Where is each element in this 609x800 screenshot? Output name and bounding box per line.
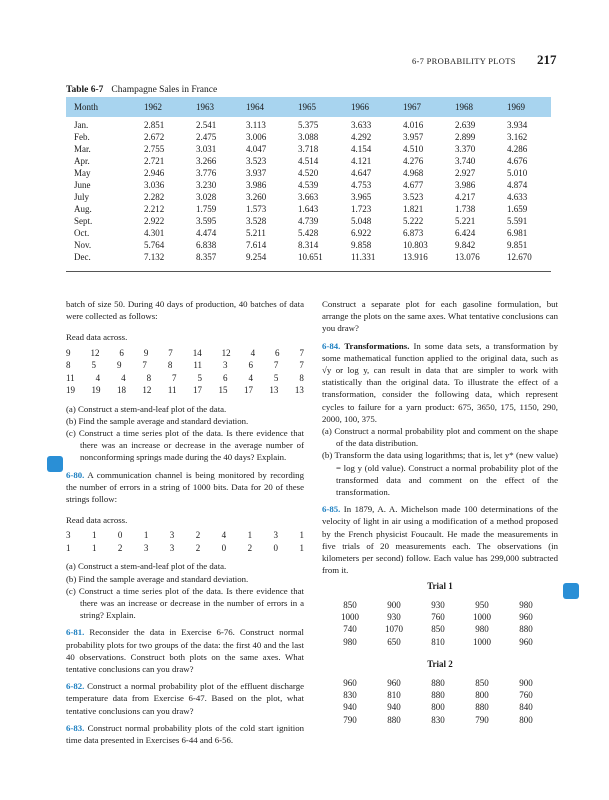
velocity-value: 930 <box>431 599 445 610</box>
column-header: 1965 <box>298 102 316 112</box>
data-value: 6 <box>248 360 253 371</box>
data-value: 6 <box>222 372 228 383</box>
sales-cell: 3.776 <box>196 168 217 178</box>
sales-cell: 2.541 <box>196 120 217 130</box>
data-value: 19 <box>66 385 75 396</box>
data-value: 1 <box>299 542 304 553</box>
read-across-note: Read data across. <box>66 332 128 343</box>
month-cell: Aug. <box>74 204 92 214</box>
sales-cell: 10.651 <box>298 252 323 262</box>
sales-cell: 3.230 <box>196 180 217 190</box>
sales-cell: 4.753 <box>351 180 372 190</box>
sales-cell: 3.266 <box>196 156 217 166</box>
exercise-part: (c) Construct a time series plot of the data. Is there evidence that there was an increase or decrease in the number of errors in a string? Explain. <box>66 585 304 621</box>
column-header: 1968 <box>455 102 473 112</box>
sales-cell: 3.523 <box>246 156 267 166</box>
sales-cell: 3.957 <box>403 132 424 142</box>
data-value: 12 <box>142 385 152 396</box>
data-value: 2 <box>195 530 201 541</box>
data-value: 7 <box>168 347 173 358</box>
sales-cell: 10.803 <box>403 240 428 250</box>
sales-cell: 4.514 <box>298 156 319 166</box>
sales-cell: 3.028 <box>196 192 217 202</box>
data-value: 5 <box>197 372 203 383</box>
sales-cell: 5.221 <box>455 216 476 226</box>
table-row <box>66 120 551 132</box>
sales-cell: 4.739 <box>298 216 319 226</box>
sales-cell: 3.965 <box>351 192 372 202</box>
sales-cell: 2.922 <box>144 216 165 226</box>
data-value: 4 <box>221 530 227 541</box>
exercise-part: (b) Find the sample average and standard deviation. <box>66 415 249 426</box>
data-value: 12 <box>221 347 231 358</box>
sales-cell: 4.677 <box>403 180 424 190</box>
velocity-value: 850 <box>431 624 445 635</box>
sales-cell: 4.520 <box>298 168 319 178</box>
page-number: 217 <box>537 52 557 67</box>
continued-text: Construct a separate plot for each gasoline formulation, but arrange the plots on the same axes. What tentative conclusions can you draw? <box>322 299 558 334</box>
velocity-value: 800 <box>475 689 489 700</box>
exercise-84-parts <box>322 425 558 498</box>
sales-cell: 3.006 <box>246 132 267 142</box>
data-value: 19 <box>91 385 101 396</box>
sales-cell: 2.282 <box>144 192 165 202</box>
column-header: 1964 <box>246 102 264 112</box>
data-value: 7 <box>299 347 304 358</box>
exercise-6-80 <box>66 469 304 506</box>
data-value: 3 <box>273 530 278 541</box>
sales-cell: 3.986 <box>246 180 267 190</box>
velocity-value: 1000 <box>341 612 359 623</box>
column-header: 1967 <box>403 102 421 112</box>
sales-cell: 2.927 <box>455 168 476 178</box>
velocity-value: 940 <box>343 702 357 713</box>
velocity-value: 960 <box>519 612 533 623</box>
data-value: 1 <box>91 542 97 553</box>
sales-cell: 4.633 <box>507 192 528 202</box>
sales-cell: 1.659 <box>507 204 528 214</box>
data-value: 2 <box>247 542 253 553</box>
month-cell: July <box>74 192 90 202</box>
exercise-number: 6-81. <box>66 627 85 638</box>
data-value: 1 <box>66 542 71 553</box>
exercise-6-83 <box>66 722 304 746</box>
sales-cell: 2.475 <box>196 132 217 142</box>
sales-cell: 1.723 <box>351 204 372 214</box>
sales-cell: 5.764 <box>144 240 165 250</box>
month-cell: Mar. <box>74 144 91 154</box>
exercise-part: (b) Find the sample average and standard deviation. <box>66 573 249 584</box>
data-value: 6 <box>275 347 280 358</box>
sales-cell: 4.647 <box>351 168 372 178</box>
sales-cell: 3.718 <box>298 144 319 154</box>
sales-cell: 2.851 <box>144 120 165 130</box>
exercise-number: 6-85. <box>322 504 341 515</box>
velocity-value: 880 <box>519 624 533 635</box>
sales-cell: 3.113 <box>246 120 266 130</box>
data-row <box>66 347 304 360</box>
exercise-part: (a) Construct a stem-and-leaf plot of the data. <box>66 403 227 414</box>
sales-cell: 8.314 <box>298 240 319 250</box>
sales-cell: 6.873 <box>403 228 424 238</box>
month-cell: Oct. <box>74 228 90 238</box>
trial-1-data <box>328 599 548 649</box>
sales-cell: 4.286 <box>507 144 528 154</box>
data-value: 3 <box>169 530 175 541</box>
data-value: 15 <box>218 385 228 396</box>
data-value: 1 <box>299 530 304 541</box>
table-row <box>66 156 551 168</box>
sales-cell: 4.154 <box>351 144 372 154</box>
velocity-value: 980 <box>475 624 489 635</box>
column-header: 1963 <box>196 102 214 112</box>
sales-cell: 4.301 <box>144 228 165 238</box>
exercise-80-parts <box>66 560 304 621</box>
exercise-part: (b) Transform the data using logarithms; that is, let y* (new value) = log y (old value). Construct a normal probability plot of the transformed data and comment on the effect of the transformation. <box>322 450 558 498</box>
sales-cell: 6.981 <box>507 228 528 238</box>
velocity-value: 760 <box>519 689 533 700</box>
sales-cell: 2.946 <box>144 168 165 178</box>
data-row <box>66 372 304 385</box>
sales-cell: 12.670 <box>507 252 532 262</box>
sales-cell: 6.424 <box>455 228 476 238</box>
table-label: Table 6-7 <box>66 85 104 95</box>
exercise-text: A communication channel is being monitored by recording the number of errors in a string of 1000 bits. Data for 20 of these strings follow: <box>66 469 304 505</box>
month-cell: Apr. <box>74 156 90 166</box>
sales-cell: 3.595 <box>196 216 217 226</box>
data-value: 4 <box>121 372 126 383</box>
table-row <box>66 168 551 180</box>
table-bottom-rule <box>66 271 551 272</box>
velocity-value: 1000 <box>473 636 491 647</box>
velocity-value: 960 <box>519 636 533 647</box>
sales-cell: 3.523 <box>403 192 424 202</box>
data-value: 3 <box>66 530 71 541</box>
data-value: 1 <box>143 530 149 541</box>
sales-cell: 13.076 <box>455 252 480 262</box>
exercise-text: In some data sets, a transformation by some mathematical function applied to the original data, such as √y or log y, can result in data that are simpler to work with statistically than the original data. To illustrate the effect of a transformation, consider the following data, which represent cycles to failure for a yarn product: 675, 3650, 175, 1150, 290, 2000, 100, 375. <box>322 340 558 424</box>
sales-cell: 5.222 <box>403 216 424 226</box>
column-header: 1966 <box>351 102 369 112</box>
data-value: 3 <box>222 360 228 371</box>
sales-cell: 2.755 <box>144 144 165 154</box>
trial-1-heading: Trial 1 <box>427 581 453 592</box>
sales-cell: 1.759 <box>196 204 217 214</box>
sales-cell: 9.851 <box>507 240 528 250</box>
data-value: 0 <box>273 542 278 553</box>
sales-cell: 3.528 <box>246 216 267 226</box>
table-row <box>66 240 551 252</box>
velocity-value: 980 <box>343 636 357 647</box>
exercise-part: (c) Construct a time series plot of the data. Is there evidence that there was an increase or decrease in the average number of nonconforming springs made during the 40 days? Explain. <box>66 428 304 463</box>
velocity-value: 740 <box>343 624 357 635</box>
velocity-value: 880 <box>431 677 445 688</box>
velocity-value: 800 <box>431 702 445 713</box>
data-value: 3 <box>143 542 149 553</box>
velocity-value: 830 <box>431 714 445 725</box>
sales-cell: 5.591 <box>507 216 528 226</box>
sales-cell: 4.047 <box>246 144 267 154</box>
sales-cell: 3.031 <box>196 144 217 154</box>
data-value: 4 <box>95 372 101 383</box>
sales-cell: 1.573 <box>246 204 267 214</box>
sales-cell: 9.858 <box>351 240 372 250</box>
table-row <box>66 252 551 264</box>
table-header <box>66 97 551 117</box>
trial-2-data <box>328 677 548 727</box>
sales-cell: 5.010 <box>507 168 528 178</box>
velocity-value: 800 <box>519 714 533 725</box>
sales-cell: 13.916 <box>403 252 428 262</box>
velocity-value: 1000 <box>473 612 491 623</box>
exercise-part: (a) Construct a stem-and-leaf plot of the data. <box>66 561 227 572</box>
sales-cell: 9.842 <box>455 240 476 250</box>
springs-data <box>66 347 304 397</box>
sales-cell: 4.121 <box>351 156 372 166</box>
data-value: 7 <box>142 360 147 371</box>
data-value: 5 <box>91 360 96 371</box>
exercise-text: In 1879, A. A. Michelson made 100 determinations of the velocity of light in air using a modification of a method proposed by the French physicist Foucault. He made the measurements in five trials of 20 measurements each. The observations (in kilometers per second) follow. Each value has 299,000 subtracted from it. <box>322 504 558 576</box>
exercise-6-82 <box>66 680 304 717</box>
data-value: 7 <box>299 360 304 371</box>
table-row <box>66 216 551 228</box>
sales-cell: 3.260 <box>246 192 267 202</box>
sales-cell: 7.132 <box>144 252 165 262</box>
read-across-note: Read data across. <box>66 515 128 526</box>
table-row <box>66 132 551 144</box>
sales-cell: 1.821 <box>403 204 424 214</box>
table-row <box>66 228 551 240</box>
column-header: Month <box>74 102 99 112</box>
table-title: Champagne Sales in France <box>111 85 218 95</box>
month-cell: May <box>74 168 91 178</box>
data-value: 0 <box>221 542 227 553</box>
velocity-value: 880 <box>475 702 489 713</box>
exercise-number: 6-84. <box>322 340 341 351</box>
sales-cell: 4.510 <box>403 144 424 154</box>
sales-cell: 3.986 <box>455 180 476 190</box>
velocity-value: 930 <box>387 612 401 623</box>
sales-cell: 1.738 <box>455 204 476 214</box>
sales-cell: 3.663 <box>298 192 319 202</box>
data-value: 5 <box>273 372 279 383</box>
velocity-value: 900 <box>519 677 533 688</box>
sales-cell: 6.838 <box>196 240 217 250</box>
exercise-text: Construct a normal probability plot of the effluent discharge temperature data from Exercise 6-47. Based on the plot, what tentative conclusions can you draw? <box>66 681 304 716</box>
velocity-value: 790 <box>475 714 489 725</box>
exercise-6-84 <box>322 340 558 425</box>
data-row <box>66 529 304 542</box>
exercise-text: Construct normal probability plots of the cold start ignition time data presented in Exercises 6-44 and 6-56. <box>66 722 304 746</box>
sales-cell: 3.162 <box>507 132 528 142</box>
data-value: 14 <box>192 347 202 358</box>
exercise-79-parts <box>66 403 304 464</box>
exercise-title: Transformations. <box>344 340 410 351</box>
data-row <box>66 542 304 555</box>
data-value: 1 <box>247 530 253 541</box>
velocity-value: 940 <box>387 702 401 713</box>
data-value: 9 <box>66 347 71 358</box>
margin-tab-marker <box>563 583 579 599</box>
velocity-value: 830 <box>343 689 357 700</box>
month-cell: Feb. <box>74 132 90 142</box>
sales-cell: 11.331 <box>351 252 376 262</box>
data-row <box>66 359 304 372</box>
sales-cell: 3.088 <box>298 132 319 142</box>
data-value: 8 <box>299 372 304 383</box>
exercise-text: Reconsider the data in Exercise 6-76. Construct normal probability plots for two groups of the data: the first 40 and the last 40 observations. Construct both plots on the same axes. What tentative conclusions can you draw? <box>66 627 304 675</box>
table-row <box>66 192 551 204</box>
column-header: 1969 <box>507 102 525 112</box>
sales-cell: 5.048 <box>351 216 372 226</box>
data-value: 9 <box>116 360 122 371</box>
data-value: 12 <box>90 347 100 358</box>
margin-tab-marker <box>47 456 63 472</box>
month-cell: Nov. <box>74 240 92 250</box>
data-value: 17 <box>193 385 203 396</box>
month-cell: Sept. <box>74 216 93 226</box>
data-value: 3 <box>169 542 175 553</box>
velocity-value: 1070 <box>385 624 403 635</box>
data-value: 2 <box>117 542 123 553</box>
sales-cell: 5.211 <box>246 228 266 238</box>
sales-cell: 6.922 <box>351 228 372 238</box>
sales-cell: 3.937 <box>246 168 267 178</box>
column-header: 1962 <box>144 102 162 112</box>
champagne-sales-table <box>66 120 551 264</box>
data-value: 4 <box>250 347 256 358</box>
month-cell: Dec. <box>74 252 91 262</box>
data-value: 8 <box>66 360 71 371</box>
sales-cell: 7.614 <box>246 240 267 250</box>
data-value: 7 <box>273 360 279 371</box>
sales-cell: 3.633 <box>351 120 372 130</box>
exercise-6-81 <box>66 626 304 675</box>
sales-cell: 5.375 <box>298 120 319 130</box>
data-value: 0 <box>117 530 123 541</box>
sales-cell: 3.934 <box>507 120 528 130</box>
velocity-value: 760 <box>431 612 445 623</box>
sales-cell: 4.292 <box>351 132 372 142</box>
data-value: 9 <box>143 347 149 358</box>
data-value: 11 <box>66 372 75 383</box>
running-header: 6-7 PROBABILITY PLOTS <box>412 56 516 66</box>
velocity-value: 880 <box>431 689 445 700</box>
velocity-value: 960 <box>343 677 357 688</box>
velocity-value: 650 <box>387 636 401 647</box>
sales-cell: 3.036 <box>144 180 165 190</box>
velocity-value: 850 <box>343 599 357 610</box>
velocity-value: 840 <box>519 702 533 713</box>
exercise-part: (a) Construct a normal probability plot and comment on the shape of the data distribution. <box>322 426 558 449</box>
sales-cell: 4.676 <box>507 156 528 166</box>
velocity-value: 950 <box>475 599 489 610</box>
sales-cell: 5.428 <box>298 228 319 238</box>
velocity-value: 810 <box>431 636 445 647</box>
data-value: 7 <box>172 372 177 383</box>
sales-cell: 2.672 <box>144 132 165 142</box>
data-value: 6 <box>119 347 124 358</box>
data-row <box>66 384 304 397</box>
sales-cell: 4.474 <box>196 228 217 238</box>
data-value: 11 <box>167 385 177 396</box>
sales-cell: 4.016 <box>403 120 424 130</box>
data-value: 17 <box>243 385 253 396</box>
sales-cell: 4.968 <box>403 168 424 178</box>
right-column <box>322 298 558 726</box>
data-value: 2 <box>195 542 201 553</box>
sales-cell: 4.217 <box>455 192 476 202</box>
table-caption <box>66 85 217 95</box>
sales-cell: 8.357 <box>196 252 217 262</box>
month-cell: June <box>74 180 91 190</box>
data-value: 11 <box>193 360 203 371</box>
velocity-value: 850 <box>475 677 489 688</box>
left-column <box>66 298 304 746</box>
exercise-number: 6-80. <box>66 469 85 480</box>
sales-cell: 9.254 <box>246 252 267 262</box>
intro-paragraph: batch of size 50. During 40 days of production, 40 batches of data were collected as follows: <box>66 299 304 322</box>
sales-cell: 4.276 <box>403 156 424 166</box>
data-value: 4 <box>248 372 253 383</box>
velocity-value: 980 <box>519 599 533 610</box>
sales-cell: 1.643 <box>298 204 319 214</box>
trial-2-heading: Trial 2 <box>427 659 453 670</box>
sales-cell: 2.639 <box>455 120 476 130</box>
sales-cell: 2.721 <box>144 156 165 166</box>
month-cell: Jan. <box>74 120 89 130</box>
sales-cell: 2.212 <box>144 204 165 214</box>
table-row <box>66 180 551 192</box>
exercise-number: 6-82. <box>66 681 85 692</box>
data-value: 8 <box>167 360 173 371</box>
velocity-value: 900 <box>387 599 401 610</box>
velocity-value: 810 <box>387 689 401 700</box>
data-value: 8 <box>146 372 152 383</box>
exercise-number: 6-83. <box>66 722 85 733</box>
velocity-value: 880 <box>387 714 401 725</box>
data-value: 13 <box>269 385 279 396</box>
table-row <box>66 204 551 216</box>
exercise-6-85 <box>322 503 558 576</box>
velocity-value: 960 <box>387 677 401 688</box>
table-row <box>66 144 551 156</box>
sales-cell: 4.874 <box>507 180 528 190</box>
data-value: 18 <box>116 385 126 396</box>
sales-cell: 2.899 <box>455 132 476 142</box>
data-value: 13 <box>294 385 304 396</box>
sales-cell: 3.740 <box>455 156 476 166</box>
sales-cell: 3.370 <box>455 144 476 154</box>
data-value: 1 <box>91 530 97 541</box>
errors-data <box>66 529 304 554</box>
sales-cell: 4.539 <box>298 180 319 190</box>
velocity-value: 790 <box>343 714 357 725</box>
